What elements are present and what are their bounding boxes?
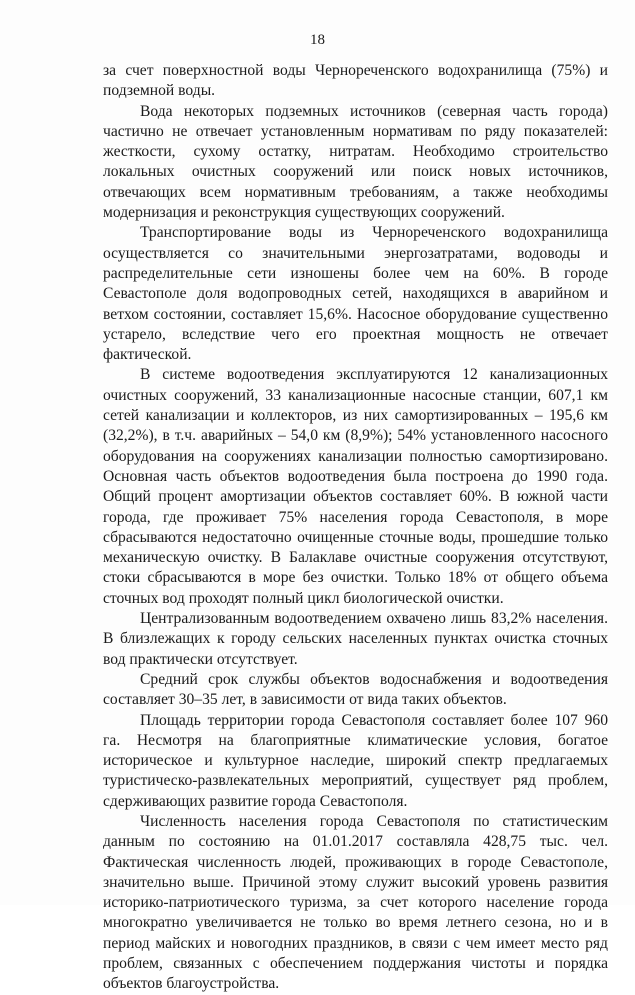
paragraph-population: Численность населения города Севастополя по статистическим данным по состоянию на 01.01.2017 составляла 428,75 тыс. чел. Фактическая численность людей, проживающих в городе Севастополе, значительно выше. Причиной этому служит высокий уровень развития историко-патриотического туризма, за счет которого население города многократно увеличивается не только во время летнего сезона, но и в период майских и новогодних праздников, в связи с чем имеет место ряд проблем, связанных с обеспечением поддержания чистоты и порядка объектов благоустройства. bbox=[103, 812, 608, 993]
page-number: 18 bbox=[310, 32, 325, 48]
paragraph-water-transport: Транспортирование воды из Чернореченского водохранилища осуществляется со значительными энергозатратами, водоводы и распределительные сети изношены более чем на 60%. В городе Севастополе доля водопроводных сетей, находящихся в аварийном и ветхом состоянии, составляет 15,6%. Насосное оборудование существенно устарело, вследствие чего его проектная мощность не отвечает фактической. bbox=[103, 224, 608, 364]
paragraph-service-life: Средний срок службы объектов водоснабжения и водоотведения составляет 30–35 лет, в зависимости от вида таких объектов. bbox=[103, 670, 608, 709]
body-text bbox=[103, 61, 608, 995]
paragraph-continuation: за счет поверхностной воды Чернореченского водохранилища (75%) и подземной воды. bbox=[103, 62, 608, 100]
paragraph-sewage-system: В системе водоотведения эксплуатируются 12 канализационных очистных сооружений, 33 канализационные насосные станции, 607,1 км сетей канализации и коллекторов, из них самортизированных – 195,6 км (32,2%), в т.ч. аварийных – 54,0 км (8,9%); 54% установленного насосного оборудования на сооружениях канализации полностью самортизировано. Основная часть объектов водоотведения была построена до 1990 года. Общий процент амортизации объектов составляет 60%. В южной части города, где проживает 75% населения города Севастополя, в море сбрасываются недостаточно очищенные сточные воды, прошедшие только механическую очистку. В Балаклаве очистные сооружения отсутствуют, стоки сбрасываются в море без очистки. Только 18% от общего объема сточных вод проходят полный цикл биологической очистки. bbox=[103, 366, 608, 607]
paragraph-city-area: Площадь территории города Севастополя составляет более 107 960 га. Несмотря на благоприятные климатические условия, богатое историческое и культурное наследие, широкий спектр предлагаемых туристическо-развлекательных мероприятий, существует ряд проблем, сдерживающих развитие города Севастополя. bbox=[103, 711, 608, 810]
paragraph-groundwater-quality: Вода некоторых подземных источников (северная часть города) частично не отвечает установленным нормативам по ряду показателей: жесткости, сухому остатку, нитратам. Необходимо строительство локальных очистных сооружений или поиск новых источников, отвечающих всем нормативным требованиям, а также необходимы модернизация и реконструкция существующих сооружений. bbox=[103, 102, 608, 222]
paragraph-centralized-sewage: Централизованным водоотведением охвачено лишь 83,2% населения. В близлежащих к городу сельских населенных пунктах очистка сточных вод практически отсутствует. bbox=[103, 610, 608, 668]
